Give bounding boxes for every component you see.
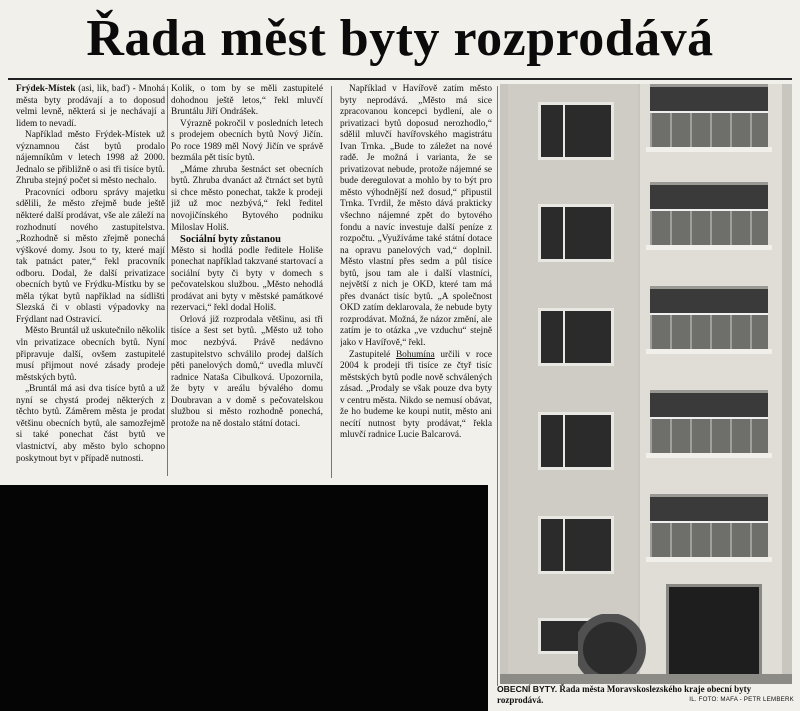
headline: Řada měst byty rozprodává [86,10,714,67]
article-column-3 [340,84,492,479]
bohumin-link[interactable]: Bohumína [395,349,435,360]
paragraph: Pracovníci odboru správy majetku sdělili, že město zřejmě bude ještě některé další prodávat, vše ale záleží na rozhodnutí nového zastupitelstva. „Rozhodně si město zřejmě ponechá výškové domy. Jsou to ty, které mají tak patnáct pater,“ řekl pracovník odboru. Dodal, že další privatizace obecních bytů ve Frýdku-Místku by se měla týkat bytů například na sídlišti Slezská či v oblasti výpadovky na Frýdlant nad Ostravicí. [16,187,165,325]
paragraph: Orlová již rozprodala většinu, asi tři tisíce a šest set bytů. „Město už toho moc nezbývá. Právě nedávno zastupitelstvo schválilo prodej dalších pěti panelových domů,“ uvedla mluvčí radnice Nataša Cibulková. Upozornila, že byty v areálu bývalého domu Doubravan a v domě s pečovatelskou službou si město rozhodně ponechá, protože na ně dostalo státní dotaci. [171,314,323,429]
paragraph: Například v Havířově zatím město byty neprodává. „Město má sice zpracovanou koncepci bydlení, ale o privatizaci bytů doposud nerozhodlo,“ sdělil mluvčí havířovského magistrátu Ivan Trnka. „Bude to záležet na nové radě. Je možná i varianta, že se privatizovat nebude, protože nájemné se bude deregulovat a mohlo by to být pro město výhodnější než dosud,“ připustil Trnka. Tvrdil, že město dává prakticky všechno nájemné zpět do bytového fondu a navíc investuje další peníze z rozpočtu. „Využíváme také státní dotace na opravu panelových vad,“ doplnil. Město vlastní přes sedm a půl tisíce bytů, jsou tam ale i další vlastníci, největší z nich je OKD, které tam má přes dvanáct tisíc bytů. „A společnost OKD zatím deklarovala, že nebude byty rozprodávat. Možná, že názor změní, ale zatím je to otázka „ve vzduchu“ stejně jako v Havířově,“ řekl. [340,84,492,349]
headline-rule [8,78,792,80]
entrance-door [666,584,762,684]
caption-text: Řada města Moravskoslezského kraje obecní byty rozprodává. [497,684,752,705]
paragraph: Výrazně pokročil v posledních letech s prodejem obecních bytů Nový Jičín. Po roce 1989 měl Nový Jičín ve správě bezmála pět tisíc bytů. [171,118,323,164]
balcony [650,286,768,349]
balcony [650,84,768,147]
balcony [650,494,768,557]
window [538,204,614,262]
window [538,308,614,366]
text-span: určili v roce 2004 k prodeji tři tisíce ze čtyř tisíc městských bytů podle nově schválených zásad. „Prodaly se však pouze dva byty v centru města. Nikdo se nemusí obávat, že ho budeme ke koupi nutit, město ani necítí nutnost byty prodávat,“ řekla mluvčí radnice Lucie Balcarová. [340,349,492,441]
intro-text: (asi, lik, baď) - Mnohá města byty prodávají a to doposud velmi levně, některá si je nechávají a lidem to nevadí. [16,84,165,129]
column-divider [331,86,332,478]
article-column-1 [16,84,165,479]
paragraph: Město si hodlá podle ředitele Holiše ponechat například takzvané startovací a sociální byty či byty v domech s pečovatelskou službou. „Město nehodlá prodávat ani byty v městské památkové rezervaci,“ řekl dodal Holiš. [171,245,323,314]
byline: Frýdek-Místek [16,84,76,94]
window [538,102,614,160]
photo-caption [497,684,794,705]
building-left-section [508,84,638,684]
column-divider [167,86,168,476]
paragraph: Například město Frýdek-Místek už významnou část bytů prodalo nájemníkům v letech 1998 až 2000. Jednalo se přibližně o asi tři tisíce bytů. Zhruba stejný počet si město nechalo. [16,130,165,187]
redaction-block [0,485,488,711]
paragraph: „Máme zhruba šestnáct set obecních bytů. Zhruba dvanáct až čtrnáct set bytů si chce město ponechat, takže k prodeji již už moc nezbývá,“ řekl ředitel novojičínského Bytového podniku Miloslav Holiš. [171,164,323,233]
building-photo [500,84,792,684]
balcony [650,182,768,245]
paragraph: Město Bruntál už uskutečnilo několik vln privatizace obecních bytů. Nyní připravuje další, ovšem zastupitelé musí přijmout nové zásady prodeje městských bytů. [16,326,165,383]
article-column-2 [171,84,323,479]
paragraph [340,350,492,442]
paragraph [16,84,165,130]
window [538,516,614,574]
paragraph: „Bruntál má asi dva tisíce bytů a už nyní se chystá prodej některých z těchto bytů. Záměrem města je prodat většinu obecních bytů, ale samozřejmě si také ponechat část bytů ve vlastnictví, aby město bylo schopno poskytnout byt v případě nutnosti. [16,384,165,464]
window [538,412,614,470]
column-divider [497,86,498,686]
ground [500,674,792,684]
subheading: Sociální byty zůstanou [180,234,281,246]
text-span: Zastupitelé [349,349,396,360]
paragraph: Kolik, o tom by se měli zastupitelé dohodnou ještě letos,“ řekl mluvčí Bruntálu Jiří Ondrášek. [171,84,323,118]
caption-title: OBECNÍ BYTY. [497,684,558,694]
photo-credit: IL. FOTO: MAFA - PETR LEMBERK [689,695,794,703]
balcony [650,390,768,453]
